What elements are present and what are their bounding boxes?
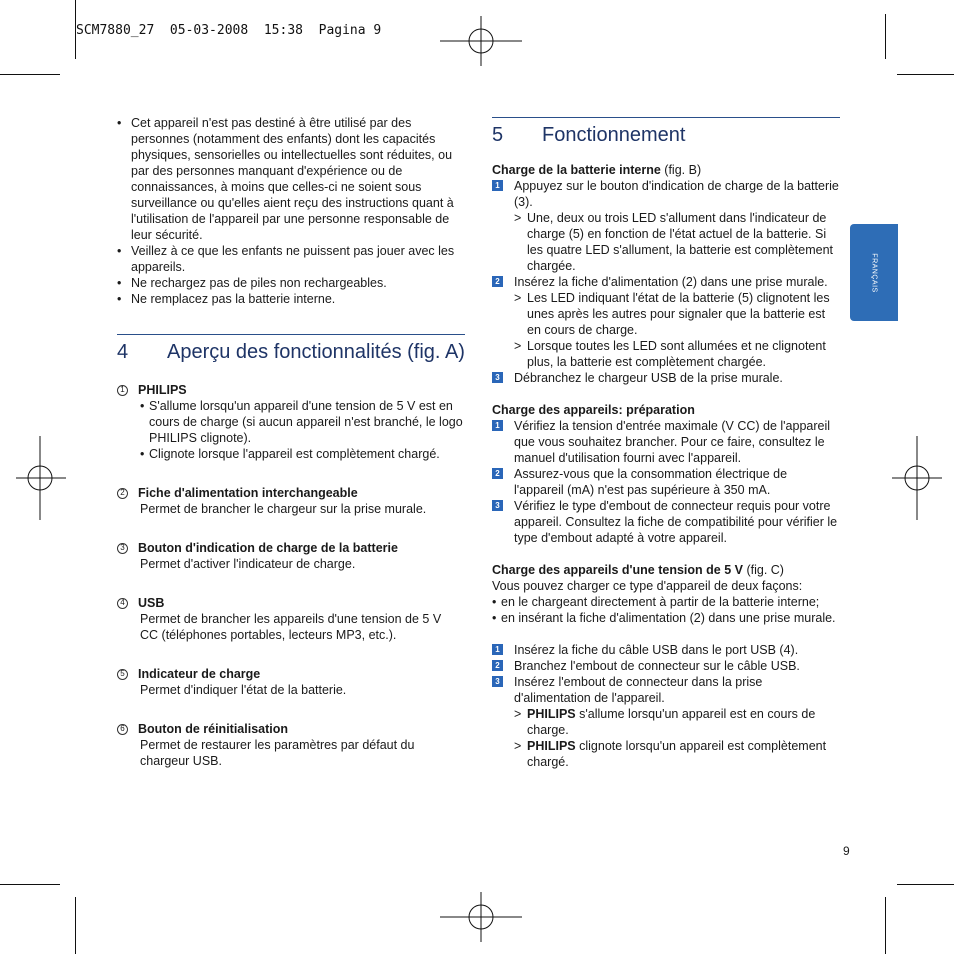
step [492, 178, 840, 210]
safety-bullet: • Ne rechargez pas de piles non rechargeables. [117, 275, 465, 291]
step [492, 674, 840, 706]
crop-mark [75, 0, 76, 59]
crop-mark [75, 897, 76, 954]
feature-item [117, 721, 465, 769]
language-tab-label: FRANÇAIS [870, 252, 878, 293]
crop-mark [885, 897, 886, 954]
section-heading [117, 340, 465, 364]
item-description: Permet d'activer l'indicateur de charge. [140, 557, 356, 571]
print-header: SCM7880_27 05-03-2008 15:38 Pagina 9 [76, 23, 382, 38]
item-title: USB [138, 596, 165, 610]
step-text: Débranchez le chargeur USB de la prise murale. [514, 371, 783, 385]
item-number-badge: 3 [117, 543, 128, 554]
section-title: Aperçu des fonctionnalités (fig. A) [167, 341, 465, 363]
step-number: 1 [492, 180, 503, 191]
crop-mark [897, 74, 954, 75]
item-number-badge: 5 [117, 669, 128, 680]
subsection-title: Charge des appareils: préparation [492, 403, 695, 417]
section-heading [492, 123, 840, 147]
step-number: 1 [492, 644, 503, 655]
item-title: PHILIPS [138, 383, 187, 397]
brand-name: PHILIPS [527, 739, 576, 753]
item-number-badge: 1 [117, 385, 128, 396]
item-number-badge: 2 [117, 488, 128, 499]
feature-item [117, 485, 465, 517]
option-bullet: • en insérant la fiche d'alimentation (2) dans une prise murale. [492, 610, 840, 626]
item-description: Permet de brancher les appareils d'une tension de 5 V CC (téléphones portables, lecteurs MP3, etc.). [140, 612, 442, 642]
item-title: Bouton de réinitialisation [138, 722, 289, 736]
step-number: 1 [492, 420, 503, 431]
feature-item [117, 540, 465, 572]
step [492, 498, 840, 546]
subsection-title [492, 162, 840, 178]
step-result-text: s'allume lorsqu'un appareil est en cours de charge. [527, 707, 816, 737]
step-result-text: Une, deux ou trois LED s'allument dans l'indicateur de charge (5) en fonction de l'état actuel de la batterie. Si les quatre LED s'allument, la batterie est complètement chargée. [527, 211, 834, 273]
step-number: 3 [492, 372, 503, 383]
subsection-title [492, 562, 840, 578]
step-result: > PHILIPS clignote lorsqu'un appareil est complètement chargé. [514, 739, 827, 769]
page-number: 9 [843, 844, 850, 858]
step-result: > PHILIPS s'allume lorsqu'un appareil est en cours de charge. [514, 707, 816, 737]
feature-item [117, 666, 465, 698]
figure-ref: (fig. B) [664, 163, 702, 177]
subsection-title-text: Charge des appareils d'une tension de 5 V [492, 563, 743, 577]
registration-mark-bottom [440, 892, 522, 942]
step-result: > Les LED indiquant l'état de la batterie (5) clignotent les unes après les autres pour signaler que la batterie est en cours de charge. [514, 291, 830, 337]
item-description: Permet de restaurer les paramètres par défaut du chargeur USB. [140, 738, 415, 768]
step-text: Insérez la fiche d'alimentation (2) dans une prise murale. [514, 275, 828, 289]
section-number: 4 [117, 341, 129, 363]
step-result: > Lorsque toutes les LED sont allumées et ne clignotent plus, la batterie est complètement chargée. [514, 339, 826, 369]
figure-ref: (fig. C) [746, 563, 784, 577]
step-number: 3 [492, 676, 503, 687]
step [492, 418, 840, 466]
item-number-badge: 4 [117, 598, 128, 609]
step [492, 658, 840, 674]
brand-name: PHILIPS [527, 707, 576, 721]
item-number-badge: 6 [117, 724, 128, 735]
safety-bullet: • Veillez à ce que les enfants ne puissent pas jouer avec les appareils. [117, 243, 465, 275]
section-rule [492, 117, 840, 118]
section-number: 5 [492, 124, 504, 146]
item-title: Fiche d'alimentation interchangeable [138, 486, 358, 500]
step-number: 2 [492, 468, 503, 479]
step-result: > Une, deux ou trois LED s'allument dans l'indicateur de charge (5) en fonction de l'état actuel de la batterie. Si les quatre LED s'allument, la batterie est complètement chargée. [514, 211, 834, 273]
step-text: Insérez l'embout de connecteur dans la prise d'alimentation de l'appareil. [514, 675, 763, 705]
section-rule [117, 334, 465, 335]
step-text: Appuyez sur le bouton d'indication de charge de la batterie (3). [514, 179, 839, 209]
crop-mark [897, 884, 954, 885]
paragraph: Vous pouvez charger ce type d'appareil de deux façons: [492, 579, 803, 593]
crop-mark [0, 884, 60, 885]
step [492, 370, 840, 386]
step-text: Vérifiez la tension d'entrée maximale (V CC) de l'appareil que vous souhaitez brancher. Pour ce faire, consultez le manuel d'utilisation fourni avec l'appareil. [514, 419, 831, 465]
step-text: Vérifiez le type d'embout de connecteur requis pour votre appareil. Consultez la fiche de compatibilité pour vérifier le type d'embout adapté à votre appareil. [514, 499, 838, 545]
step-result-text: Lorsque toutes les LED sont allumées et ne clignotent plus, la batterie est complètement chargée. [527, 339, 826, 369]
feature-item [117, 595, 465, 643]
item-title: Indicateur de charge [138, 667, 261, 681]
item-title: Bouton d'indication de charge de la batterie [138, 541, 398, 555]
option-bullet: • en le chargeant directement à partir de la batterie interne; [492, 594, 840, 610]
step-number: 3 [492, 500, 503, 511]
section-title: Fonctionnement [542, 124, 686, 146]
feature-item [117, 382, 465, 462]
step [492, 466, 840, 498]
step [492, 274, 840, 290]
language-tab [850, 224, 898, 321]
registration-mark-left [16, 436, 66, 520]
crop-mark [0, 74, 60, 75]
step-result-text: Les LED indiquant l'état de la batterie (5) clignotent les unes après les autres pour signaler que la batterie est en cours de charge. [527, 291, 830, 337]
item-description: Permet d'indiquer l'état de la batterie. [140, 683, 347, 697]
item-description: Permet de brancher le chargeur sur la prise murale. [140, 502, 427, 516]
safety-bullet: • Ne remplacez pas la batterie interne. [117, 291, 465, 307]
item-description: • Clignote lorsque l'appareil est complètement chargé. [140, 446, 465, 462]
crop-mark [885, 14, 886, 59]
subsection-title-text: Charge de la batterie interne [492, 163, 661, 177]
item-description: • S'allume lorsqu'un appareil d'une tension de 5 V est en cours de charge (si aucun appareil n'est branché, le logo PHILIPS clignote). [140, 398, 465, 446]
step-text: Assurez-vous que la consommation électrique de l'appareil (mA) n'est pas supérieure à 350 mA. [514, 467, 788, 497]
safety-bullet: • Cet appareil n'est pas destiné à être utilisé par des personnes (notamment des enfants) dont les capacités physiques, sensorielles ou intellectuelles sont réduites, ou par des personnes manquant d'expérience ou de connaissances, à moins que celles-ci ne soient sous surveillance ou qu'elles aient reçu des instructions quant à l'utilisation de l'appareil par une personne responsable de leur sécurité. [117, 115, 465, 243]
step-number: 2 [492, 276, 503, 287]
step-text: Branchez l'embout de connecteur sur le câble USB. [514, 659, 800, 673]
left-column [117, 115, 465, 769]
step-result-text: clignote lorsqu'un appareil est complètement chargé. [527, 739, 827, 769]
registration-mark-top [440, 16, 522, 66]
registration-mark-right [892, 436, 942, 520]
step-text: Insérez la fiche du câble USB dans le port USB (4). [514, 643, 799, 657]
step-number: 2 [492, 660, 503, 671]
step [492, 642, 840, 658]
right-column [492, 117, 840, 770]
